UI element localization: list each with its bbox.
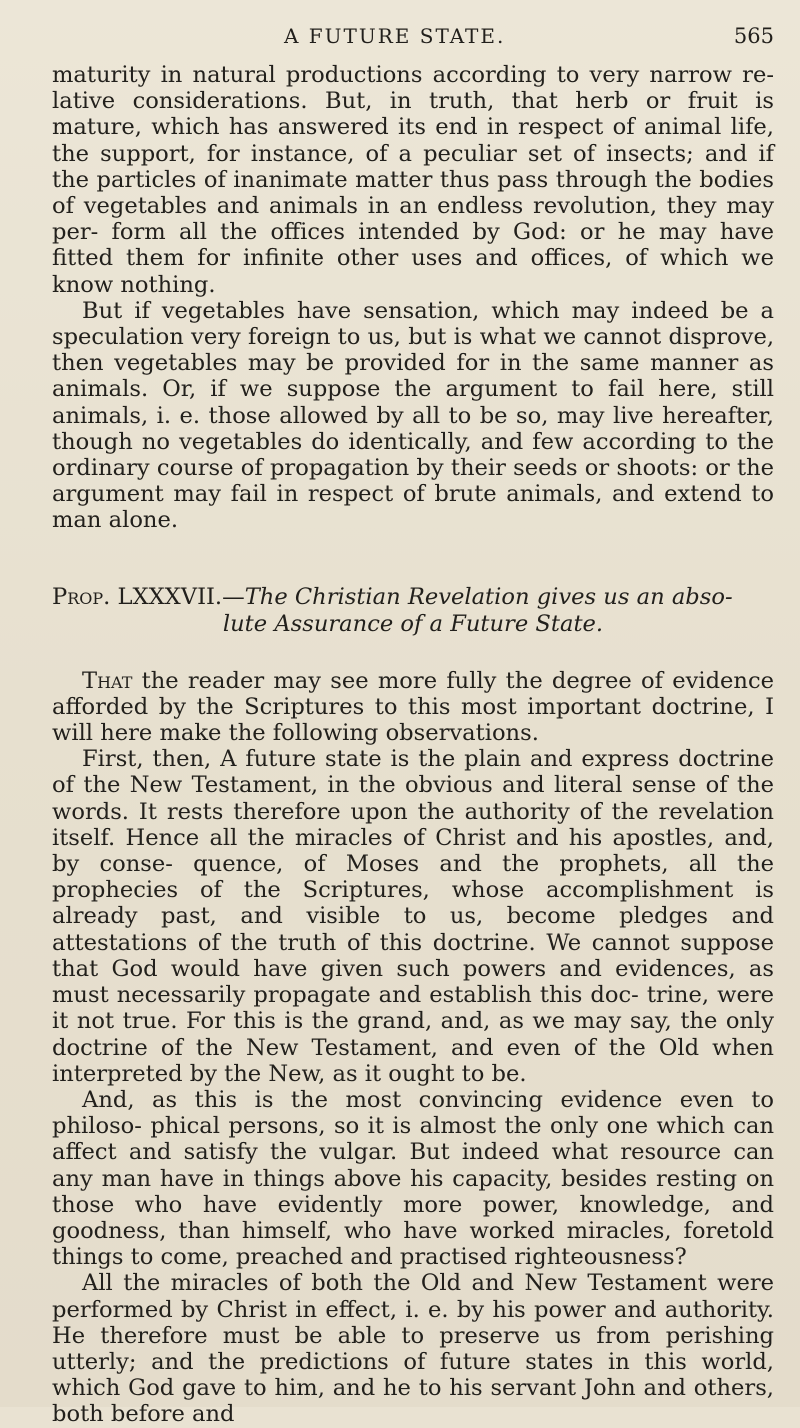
- proposition-heading: [52, 584, 774, 638]
- paragraph-5: And, as this is the most convincing evidence even to philoso- phical persons, so it is almost the only one which can affect and satisfy the vulgar. But indeed what resource can any man have in things above his capacity, besides resting on those who have evidently more power, knowledge, and goodness, than himself, who have worked miracles, foretold things to come, preached and practised righteousness?: [52, 1086, 774, 1271]
- paragraph-3: [52, 668, 774, 747]
- paragraph-6: All the miracles of both the Old and New Testament were performed by Christ in effect, i. e. by his power and authority. He therefore must be able to preserve us from perishing utterly; and the predictions of future states in this world, which God gave to him, and he to his servant John and others, both before and: [52, 1270, 774, 1428]
- drop-word: That: [82, 667, 133, 694]
- proposition-label: Prop. LXXXVII.—: [52, 583, 245, 610]
- paragraph-1: maturity in natural productions according to very narrow re- lative considerations. But, in truth, that herb or fruit is mature, which has answered its end in respect of animal life, the support, for instance, of a peculiar set of insects; and if the particles of inanimate matter thus pass through the bodies of vegetables and animals in an endless revolution, they may per- form all the offices intended by God: or he may have fitted them for infinite other uses and offices, of which we know nothing.: [52, 62, 774, 298]
- section-gap: [52, 534, 774, 584]
- paragraph-4: First, then, A future state is the plain and express doctrine of the New Testament, in the obvious and literal sense of the words. It rests therefore upon the authority of the revelation itself. Hence all the miracles of Christ and his apostles, and, by conse- quence, of Moses and the prophets, all the prophecies of the Scriptures, whose accomplishment is already past, and visible to us, become pledges and attestations of the truth of this doctrine. We cannot suppose that God would have given such powers and evidences, as must necessarily propagate and establish this doc- trine, were it not true. For this is the grand, and, as we may say, the only doctrine of the New Testament, and even of the Old when interpreted by the New, as it ought to be.: [52, 746, 774, 1087]
- paragraph-2: But if vegetables have sensation, which may indeed be a speculation very foreign to us, but is what we cannot disprove, then vegetables may be provided for in the same manner as animals. Or, if we suppose the argument to fail here, still animals, i. e. those allowed by all to be so, may live hereafter, though no vegetables do identically, and few according to the ordinary course of propagation by their seeds or shoots: or the argument may fail in respect of brute animals, and extend to man alone.: [52, 297, 774, 534]
- heading-gap: [52, 638, 774, 668]
- proposition-title-line-2: lute Assurance of a Future State.: [222, 610, 604, 637]
- paragraph-3-text: the reader may see more fully the degree of evidence afforded by the Scriptures to this most important doctrine, I will here make the following observations.: [52, 667, 774, 747]
- running-head: [52, 22, 774, 62]
- running-title: A FUTURE STATE.: [284, 24, 506, 48]
- proposition-title-line-1: The Christian Revelation gives us an abso-: [244, 583, 733, 610]
- page-number: 565: [733, 24, 774, 48]
